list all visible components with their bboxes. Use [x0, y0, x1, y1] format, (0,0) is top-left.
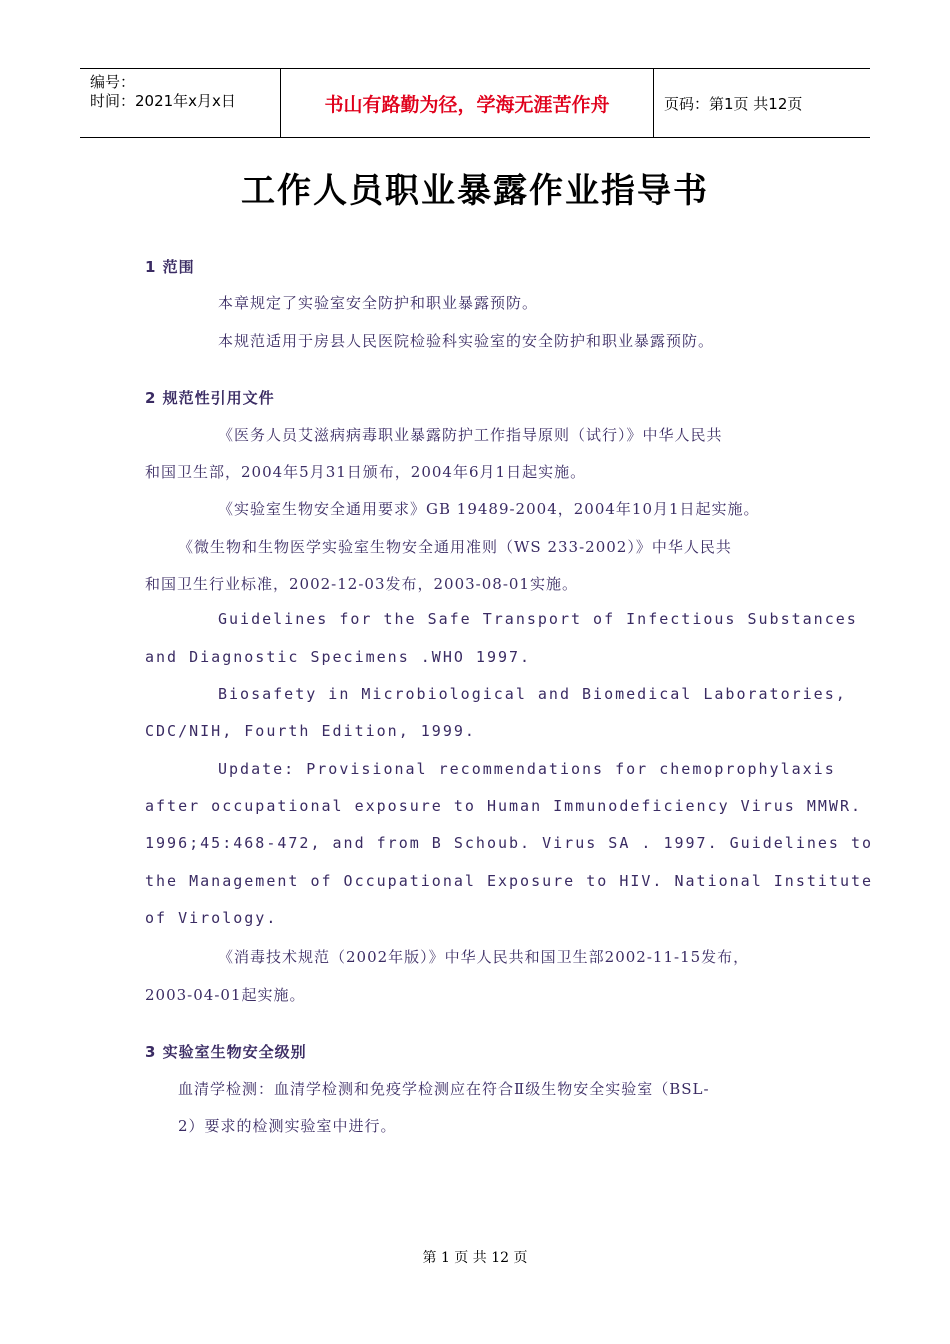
page-footer: 第 1 页 共 12 页 [422, 1250, 528, 1266]
section-heading-scope: 1 范围 [145, 258, 195, 276]
reference-1-line-2: 和国卫生部，2004年5月31日颁布，2004年6月1日起实施。 [145, 463, 587, 481]
document-title: 工作人员职业暴露作业指导书 [241, 171, 709, 211]
reference-6-line-5: of Virology. [145, 909, 278, 927]
reference-4-line-1: Guidelines for the Safe Transport of Infectious Substances [218, 610, 858, 628]
header-motto: 书山有路勤为径，学海无涯苦作舟 [281, 69, 654, 137]
biosafety-paragraph-line-2: 2）要求的检测实验室中进行。 [178, 1117, 397, 1135]
reference-6-line-4: the Management of Occupational Exposure to HIV. National Institute [145, 872, 874, 890]
reference-2: 《实验室生物安全通用要求》GB 19489-2004，2004年10月1日起实施。 [218, 500, 760, 518]
reference-4-line-2: and Diagnostic Specimens .WHO 1997. [145, 648, 532, 666]
section-heading-biosafety-level: 3 实验室生物安全级别 [145, 1043, 307, 1061]
reference-7-line-2: 2003-04-01起实施。 [145, 986, 306, 1004]
reference-7-line-1: 《消毒技术规范（2002年版）》中华人民共和国卫生部2002-11-15发布， [218, 948, 750, 966]
scope-paragraph-2: 本规范适用于房县人民医院检验科实验室的安全防护和职业暴露预防。 [218, 332, 715, 350]
number-label: 编号： [90, 73, 136, 91]
header-meta [80, 69, 281, 137]
time-label: 时间：2021年x月x日 [90, 92, 236, 110]
scope-paragraph-1: 本章规定了实验室安全防护和职业暴露预防。 [218, 294, 539, 312]
reference-6-line-3: 1996;45:468-472, and from B Schoub. Virus SA . 1997. Guidelines to [145, 834, 874, 852]
reference-5-line-2: CDC/NIH, Fourth Edition, 1999. [145, 722, 476, 740]
reference-6-line-2: after occupational exposure to Human Immunodeficiency Virus MMWR. [145, 797, 862, 815]
biosafety-paragraph-line-1: 血清学检测：血清学检测和免疫学检测应在符合Ⅱ级生物安全实验室（BSL- [178, 1080, 710, 1098]
document-header [80, 68, 870, 138]
reference-6-line-1: Update: Provisional recommendations for chemoprophylaxis [218, 760, 836, 778]
reference-3-line-1: 《微生物和生物医学实验室生物安全通用准则（WS 233-2002）》中华人民共 [178, 538, 732, 556]
section-heading-references: 2 规范性引用文件 [145, 389, 275, 407]
header-page-info: 页码：第1页 共12页 [664, 94, 803, 113]
reference-1-line-1: 《医务人员艾滋病病毒职业暴露防护工作指导原则（试行）》中华人民共 [218, 426, 723, 444]
reference-5-line-1: Biosafety in Microbiological and Biomedical Laboratories, [218, 685, 847, 703]
reference-3-line-2: 和国卫生行业标准，2002-12-03发布，2003-08-01实施。 [145, 575, 578, 593]
